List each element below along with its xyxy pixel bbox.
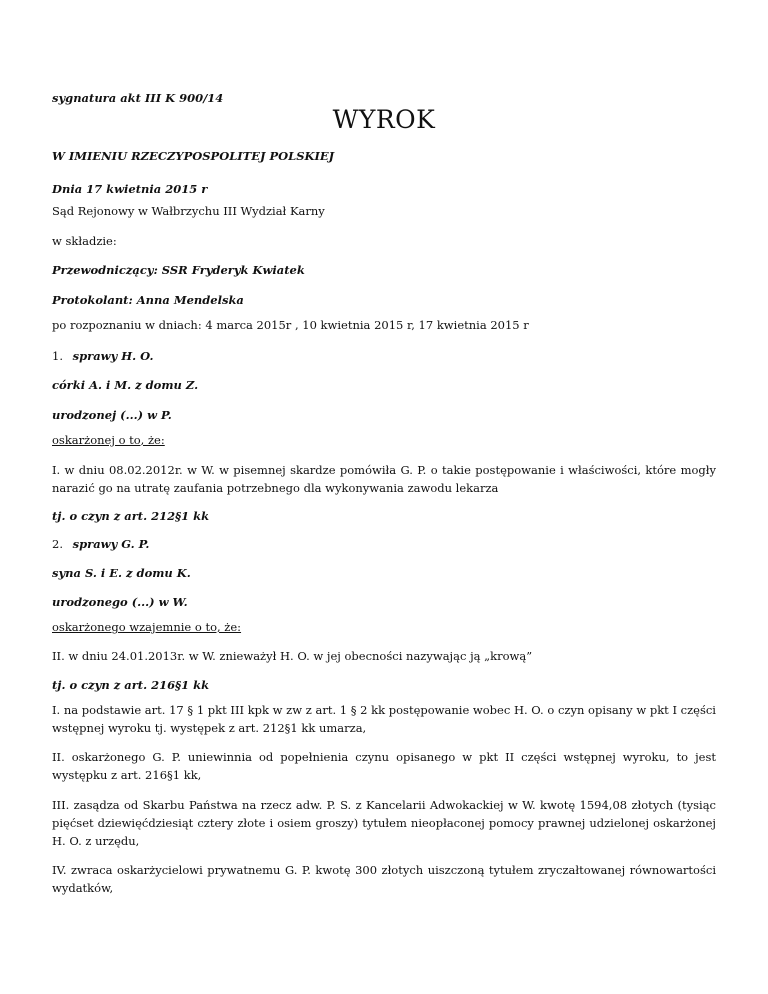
case2-born: urodzonego (...) w W. — [52, 595, 188, 609]
case1-name: sprawy H. O. — [72, 349, 154, 363]
hearing-dates: po rozpoznaniu w dniach: 4 marca 2015r , 10 kwietnia 2015 r, 17 kwietnia 2015 r — [52, 318, 529, 332]
composition-label: w składzie: — [52, 234, 117, 248]
case2-parents: syna S. i E. z domu K. — [52, 566, 191, 580]
case2-charge: II. w dniu 24.01.2013r. w W. znieważył H. O. w jej obecności nazywając ją „krową” — [52, 649, 533, 663]
verdict-point-4: IV. zwraca oskarżycielowi prywatnemu G. P. kwotę 300 złotych uiszczoną tytułem zryczałtowanej równowartości wydatków, — [52, 863, 716, 895]
court-chair: Przewodniczący: SSR Fryderyk Kwiatek — [52, 263, 305, 277]
case1-charge: I. w dniu 08.02.2012r. w W. w pisemnej skardze pomówiła G. P. o takie postępowanie i właściwości, które mogły narazić go na utratę zaufania potrzebnego dla wykonywania zawodu lekarza — [52, 463, 716, 495]
case2-name: sprawy G. P. — [72, 537, 150, 551]
case1-charged-label: oskarżonej o to, że: — [52, 433, 165, 447]
case1-born: urodzonej (...) w P. — [52, 408, 172, 422]
case2-article: tj. o czyn z art. 216§1 kk — [52, 678, 210, 692]
court-name: Sąd Rejonowy w Wałbrzychu III Wydział Karny — [52, 204, 325, 218]
document-title: WYROK — [332, 105, 436, 134]
case1-article: tj. o czyn z art. 212§1 kk — [52, 509, 210, 523]
case1-parents: córki A. i M. z domu Z. — [52, 378, 199, 392]
judgment-date: Dnia 17 kwietnia 2015 r — [52, 182, 208, 196]
case2-heading — [52, 535, 716, 553]
case1-heading — [52, 347, 716, 365]
verdict-point-3: III. zasądza od Skarbu Państwa na rzecz adw. P. S. z Kancelarii Adwokackiej w W. kwotę 1594,08 złotych (tysiąc pięćset dziewięćdziesiąt cztery złote i osiem groszy) tytułem nieopłaconej pomocy prawnej udzielonej oskarżonej H. O. z urzędu, — [52, 798, 716, 848]
document-subtitle: W IMIENIU RZECZYPOSPOLITEJ POLSKIEJ — [52, 149, 335, 163]
case2-charged-label: oskarżonego wzajemnie o to, że: — [52, 620, 242, 634]
case1-number: 1. — [52, 349, 63, 363]
case2-number: 2. — [52, 537, 63, 551]
verdict-point-1: I. na podstawie art. 17 § 1 pkt III kpk w zw z art. 1 § 2 kk postępowanie wobec H. O. o czyn opisany w pkt I części wstępnej wyroku tj. występek z art. 212§1 kk umarza, — [52, 703, 716, 735]
verdict-point-2: II. oskarżonego G. P. uniewinnia od popełnienia czynu opisanego w pkt II części wstępnej wyroku, to jest występku z art. 216§1 kk, — [52, 750, 716, 782]
court-clerk: Protokolant: Anna Mendelska — [52, 293, 244, 307]
case-signature: sygnatura akt III K 900/14 — [52, 91, 224, 105]
